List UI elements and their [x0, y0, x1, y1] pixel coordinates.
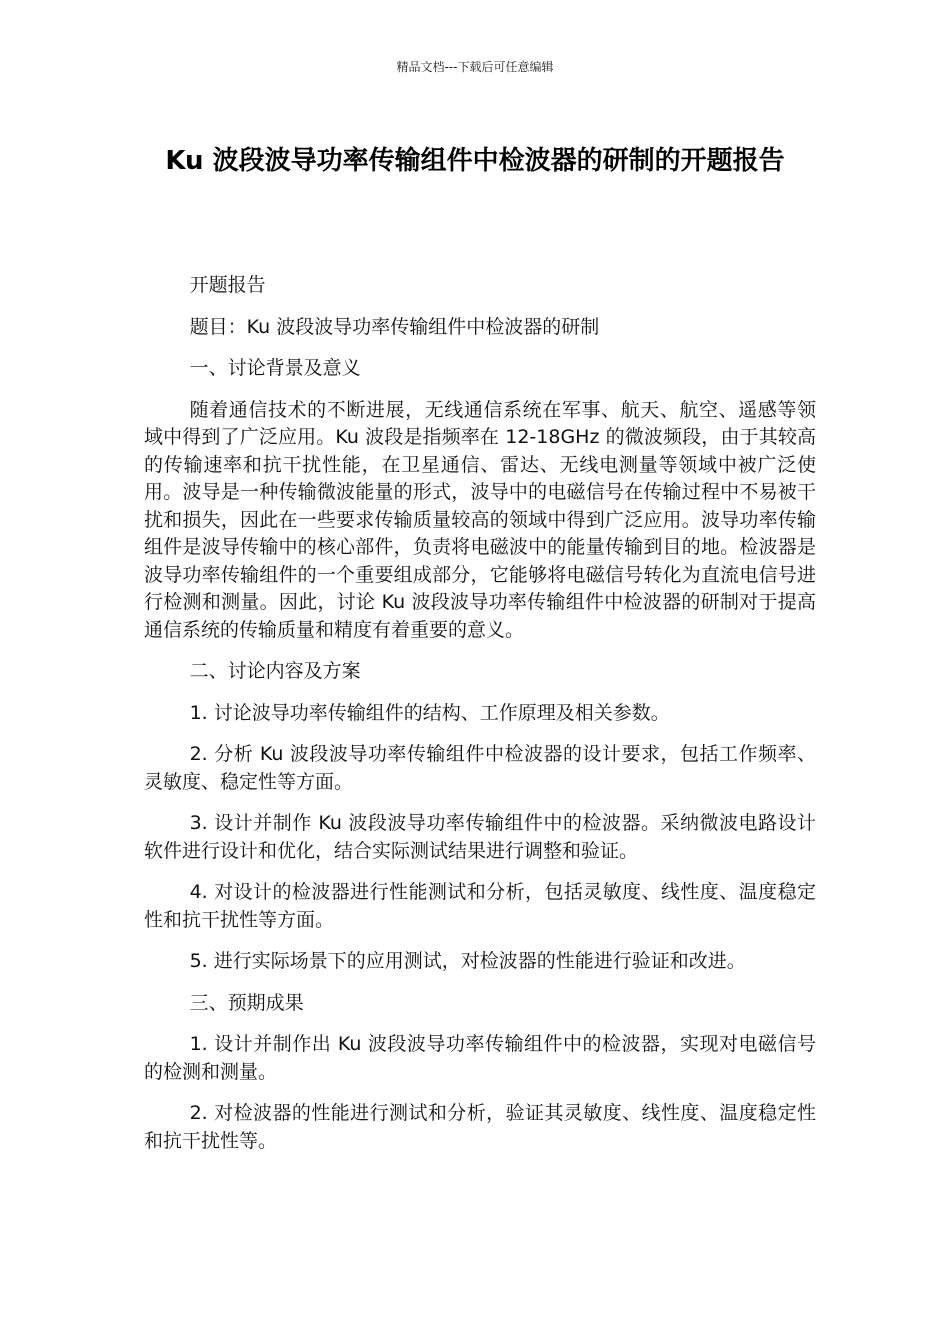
- list-item-results-2: 2. 对检波器的性能进行测试和分析，验证其灵敏度、线性度、温度稳定性和抗干扰性等。: [144, 1102, 816, 1152]
- section-heading-results: 三、预期成果: [189, 991, 304, 1014]
- list-item-content-5: 5. 进行实际场景下的应用测试，对检波器的性能进行验证和改进。: [189, 950, 746, 972]
- paragraph-background: 随着通信技术的不断进展，无线通信系统在军事、航天、航空、遥感等领域中得到了广泛应用。Ku 波段是指频率在 12-18GHz 的微波频段，由于其较高的传输速率和抗干扰性能，在卫星通信、雷达、无线电测量等领域中被广泛使用。波导是一种传输微波能量的形式，波导中的电磁信号在传输过程中不易被干扰和损失，因此在一些要求传输质量较高的领域中得到广泛应用。波导功率传输组件是波导传输中的核心部件，负责将电磁波中的能量传输到目的地。检波器是波导功率传输组件的一个重要组成部分，它能够将电磁信号转化为直流电信号进行检测和测量。因此，讨论 Ku 波段波导功率传输组件中检波器的研制对于提高通信系统的传输质量和精度有着重要的意义。: [144, 398, 816, 641]
- paragraph-report-label: 开题报告: [189, 274, 266, 296]
- list-item-content-1: 1. 讨论波导功率传输组件的结构、工作原理及相关参数。: [189, 701, 670, 724]
- paragraph-topic: 题目：Ku 波段波导功率传输组件中检波器的研制: [189, 315, 600, 338]
- list-item-content-3: 3. 设计并制作 Ku 波段波导功率传输组件中的检波器。采纳微波电路设计软件进行设计和优化，结合实际测试结果进行调整和验证。: [144, 812, 816, 862]
- header-note: 精品文档---下载后可任意编辑: [396, 60, 554, 74]
- list-item-content-4: 4. 对设计的检波器进行性能测试和分析，包括灵敏度、线性度、温度稳定性和抗干扰性等方面。: [144, 881, 816, 931]
- list-item-content-2: 2. 分析 Ku 波段波导功率传输组件中检波器的设计要求，包括工作频率、灵敏度、稳定性等方面。: [144, 743, 816, 793]
- list-item-results-1: 1. 设计并制作出 Ku 波段波导功率传输组件中的检波器，实现对电磁信号的检测和测量。: [144, 1033, 816, 1083]
- section-heading-background: 一、讨论背景及意义: [189, 357, 361, 379]
- document-body: [144, 272, 816, 1169]
- document-title: Ku 波段波导功率传输组件中检波器的研制的开题报告: [165, 146, 785, 176]
- section-heading-content: 二、讨论内容及方案: [189, 660, 361, 682]
